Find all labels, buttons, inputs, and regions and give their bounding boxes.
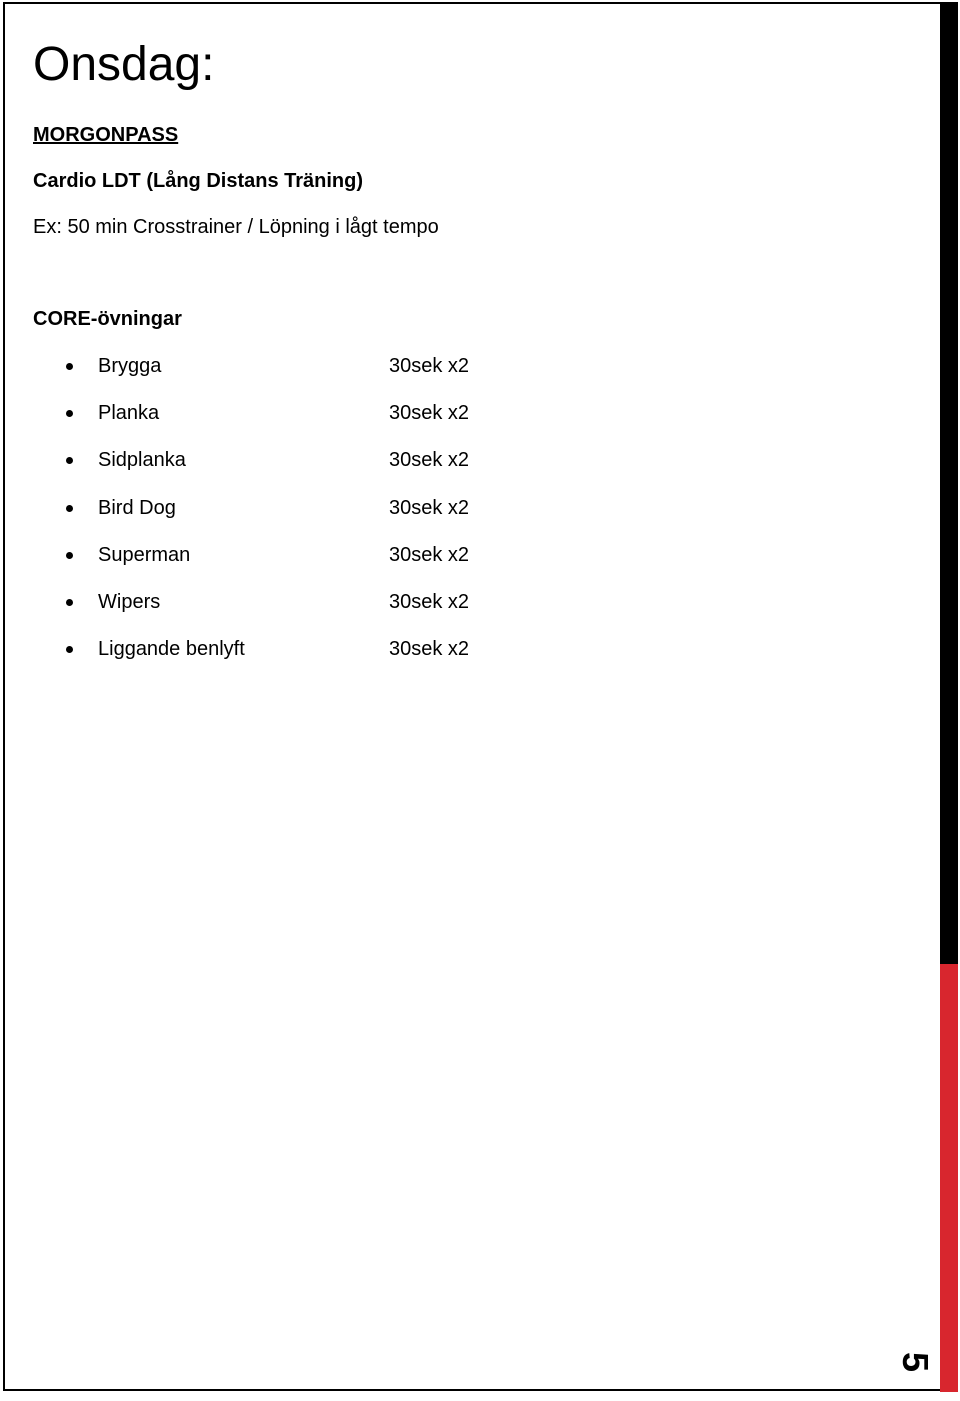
exercise-dose: 30sek x2 <box>389 638 470 661</box>
page-title: Onsdag: <box>33 38 215 91</box>
exercise-dose: 30sek x2 <box>389 590 470 613</box>
exercise-name: Wipers <box>98 590 161 613</box>
exercise-dose: 30sek x2 <box>389 543 470 566</box>
core-heading: CORE-övningar <box>33 308 182 330</box>
morning-session-heading: MORGONPASS <box>33 124 179 146</box>
list-item <box>0 637 600 684</box>
cardio-example: Ex: 50 min Crosstrainer / Löpning i lågt tempo <box>33 216 439 238</box>
page-number: 5 <box>895 1351 936 1373</box>
bullet-icon <box>66 363 73 370</box>
list-item <box>0 590 600 637</box>
exercise-name: Sidplanka <box>98 449 186 472</box>
list-item <box>0 448 600 495</box>
exercise-dose: 30sek x2 <box>389 355 470 377</box>
side-bar-red <box>940 964 958 1392</box>
exercise-name: Bird Dog <box>98 496 176 519</box>
list-item <box>0 496 600 543</box>
side-bar-black <box>940 2 958 964</box>
bullet-icon <box>66 505 73 512</box>
exercise-name: Brygga <box>98 355 162 377</box>
exercise-dose: 30sek x2 <box>389 449 470 472</box>
page-frame <box>3 2 957 1391</box>
bullet-icon <box>66 457 73 464</box>
list-item <box>0 401 600 448</box>
list-item <box>0 543 600 590</box>
exercise-name: Planka <box>98 402 160 425</box>
bullet-icon <box>66 410 73 417</box>
exercise-dose: 30sek x2 <box>389 402 470 425</box>
bullet-icon <box>66 599 73 606</box>
exercise-list <box>0 354 600 684</box>
cardio-heading: Cardio LDT (Lång Distans Träning) <box>33 170 364 192</box>
exercise-name: Liggande benlyft <box>98 638 245 661</box>
exercise-dose: 30sek x2 <box>389 496 470 519</box>
bullet-icon <box>66 646 73 653</box>
bullet-icon <box>66 552 73 559</box>
list-item <box>0 354 600 401</box>
exercise-name: Superman <box>98 543 191 566</box>
